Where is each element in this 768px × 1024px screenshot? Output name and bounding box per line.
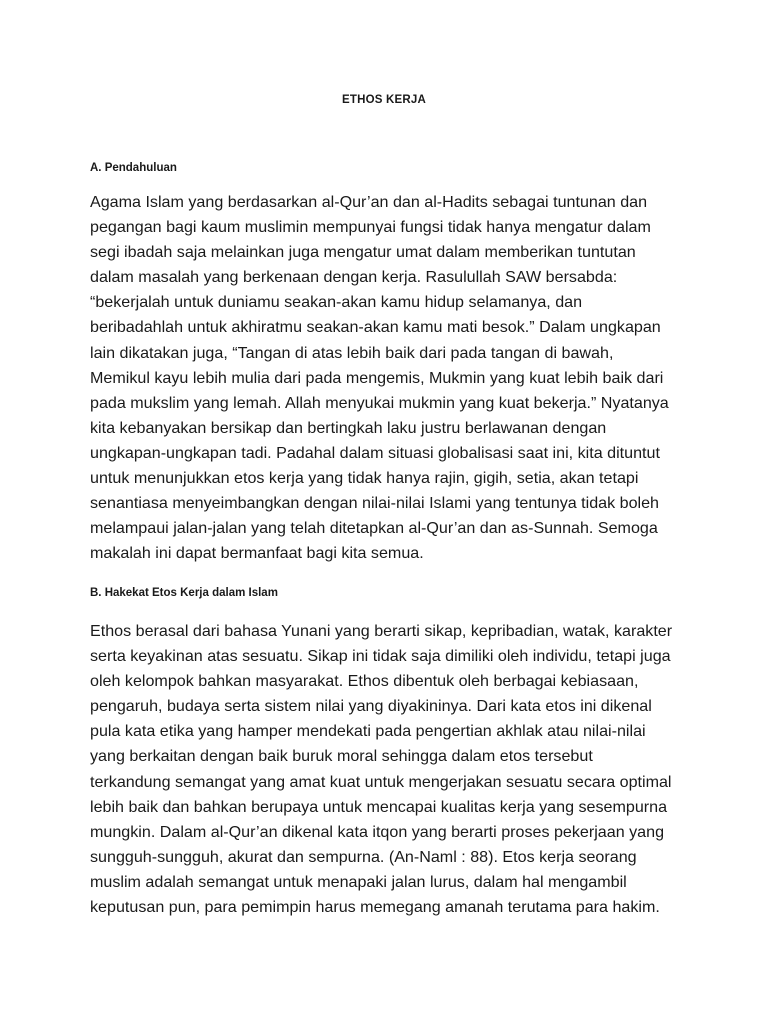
document-title: ETHOS KERJA [342, 94, 426, 106]
section-paragraph-work-ethic: Ethos berasal dari bahasa Yunani yang berarti sikap, kepribadian, watak, karakter serta keyakinan atas sesuatu. Sikap ini tidak saja dimiliki oleh individu, tetapi juga oleh kelompok bahkan masyarakat. Ethos dibentuk oleh berbagai kebiasaan, pengaruh, budaya serta sistem nilai yang diyakininya. Dari kata etos ini dikenal pula kata etika yang hamper mendekati pada pengertian akhlak atau nilai-nilai yang berkaitan dengan baik buruk moral sehingga dalam etos tersebut terkandung semangat yang amat kuat untuk mengerjakan sesuatu secara optimal lebih baik dan bahkan berupaya untuk mencapai kualitas kerja yang sesempurna mungkin. Dalam al-Qur’an dikenal kata itqon yang berarti proses pekerjaan yang sungguh-sungguh, akurat dan sempurna. (An-Naml : 88). Etos kerja seorang muslim adalah semangat untuk menapaki jalan lurus, dalam hal mengambil keputusan pun, para pemimpin harus memegang amanah terutama para hakim. [90, 622, 673, 917]
section-heading-introduction: A. Pendahuluan [90, 162, 177, 174]
section-paragraph-introduction: Agama Islam yang berdasarkan al-Qur’an dan al-Hadits sebagai tuntunan dan pegangan bagi kaum muslimin mempunyai fungsi tidak hanya mengatur dalam segi ibadah saja melainkan juga mengatur umat dalam memberikan tuntutan dalam masalah yang berkenaan dengan kerja. Rasulullah SAW bersabda: “bekerjalah untuk duniamu seakan-akan kamu hidup selamanya, dan beribadahlah untuk akhiratmu seakan-akan kamu mati besok.” Dalam ungkapan lain dikatakan juga, “Tangan di atas lebih baik dari pada tangan di bawah, Memikul kayu lebih mulia dari pada mengemis, Mukmin yang kuat lebih baik dari pada mukslim yang lemah. Allah menyukai mukmin yang kuat bekerja.” Nyatanya kita kebanyakan bersikap dan bertingkah laku justru berlawanan dengan ungkapan-ungkapan tadi. Padahal dalam situasi globalisasi saat ini, kita dituntut untuk menunjukkan etos kerja yang tidak hanya rajin, gigih, setia, akan tetapi senantiasa menyeimbangkan dengan nilai-nilai Islami yang tentunya tidak boleh melampaui jalan-jalan yang telah ditetapkan al-Qur’an dan as-Sunnah. Semoga makalah ini dapat bermanfaat bagi kita semua. [90, 193, 669, 563]
section-heading-work-ethic: B. Hakekat Etos Kerja dalam Islam [90, 587, 278, 599]
